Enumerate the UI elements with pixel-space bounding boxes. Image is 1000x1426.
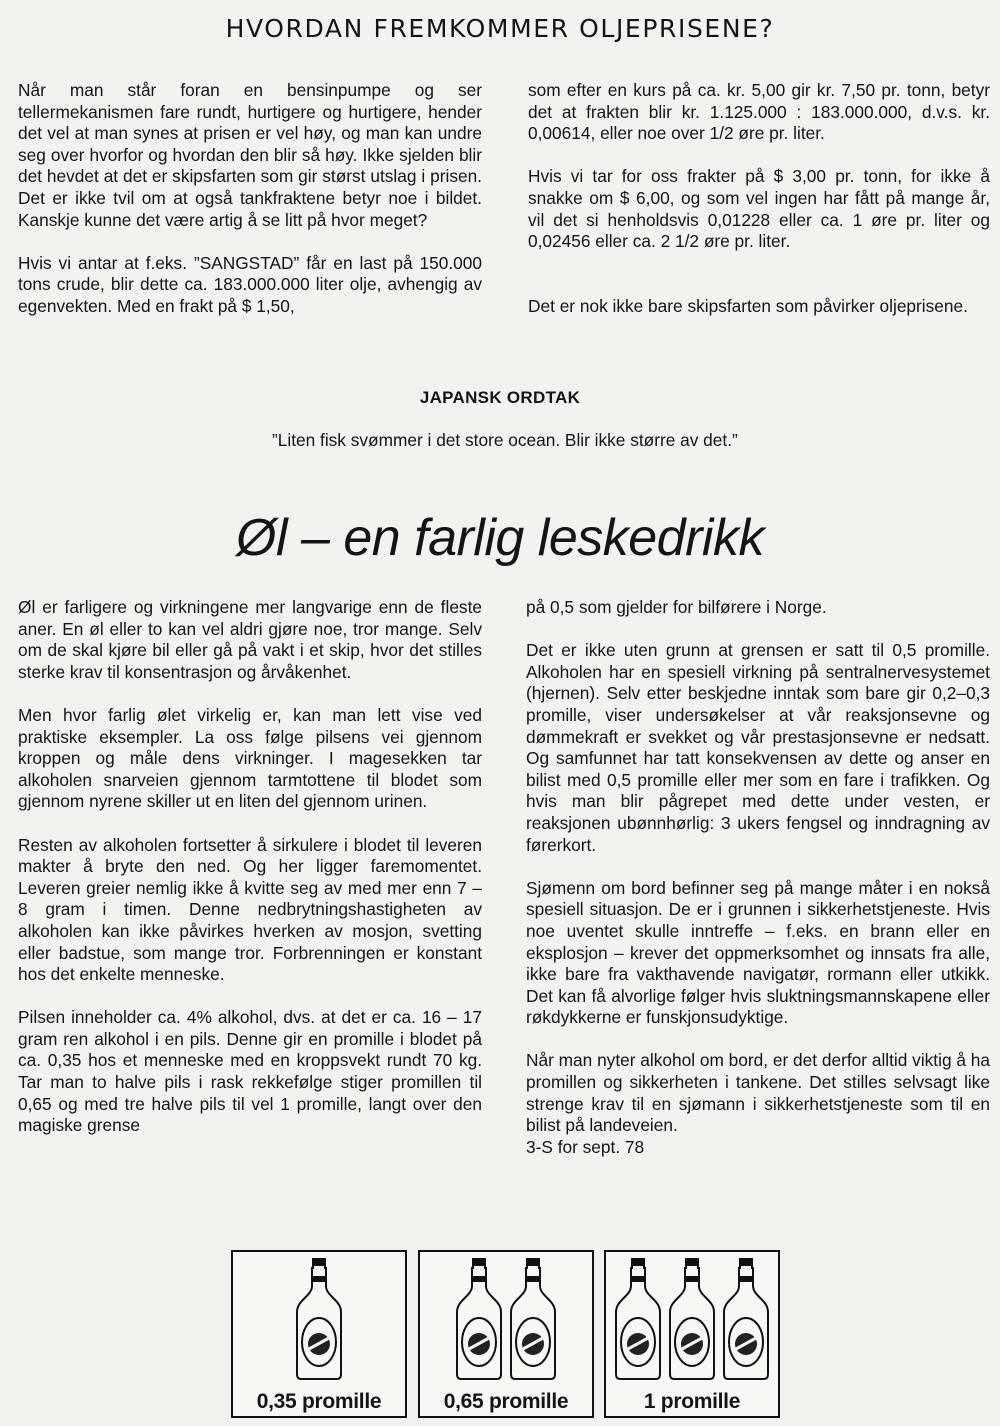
paragraph: Hvis vi tar for oss frakter på $ 3,00 pr. tonn, for ikke å snakke om $ 6,00, og som vel ingen har fått på mange år, vil det si henholdsvis 0,01228 eller ca. 1 øre pr. liter og 0,02456 eller ca. 2 1/2 øre pr. liter. <box>528 166 990 252</box>
paragraph: Hvis vi antar at f.eks. ”SANGSTAD” får en last på 150.000 tons crude, blir dette ca. 183.000.000 liter olje, avhengig av egenvekten. Med en frakt på $ 1,50, <box>18 252 482 316</box>
promille-label: 0,35 promille <box>256 1390 382 1413</box>
paragraph: Når man står foran en bensinpumpe og ser tellermekanismen fare rundt, hurtigere og hurtigere, hender det vel at man synes at prisen er vel høy, og man kan undre seg over hvorfor og hvordan den blir så høy. Ikke sjelden blir det hevdet at det er skipsfarten som gir størst utslag i prisen. Det er ikke tvil om at også tankfraktene betyr noe i bildet. Kanskje kunne det være artig å se litt på hvor meget? <box>18 80 482 230</box>
illustration-box <box>604 1250 780 1418</box>
paragraph: Når man nyter alkohol om bord, er det derfor alltid viktig å ha promillen og sikkerheten i tankene. Det stilles selvsagt like strenge krav til en sjømann i sikkerhetstjeneste som til en bilist på landeveien. <box>526 1050 990 1136</box>
beer-article-title: Øl – en farlig leskedrikk <box>236 509 764 567</box>
paragraph: Det er nok ikke bare skipsfarten som påvirker oljeprisene. <box>528 295 968 316</box>
paragraph: Resten av alkoholen fortsetter å sirkulere i blodet til leveren makter å bryte den ned. Og her ligger faremomentet. Leveren greier nemlig ikke å kvitte seg av med mer enn 7 – 8 gram i timen. Denne nedbrytningshastigheten av alkoholen kan ikke påvirkes hverken av mosjon, svetting eller badstue, som mange tror. Forbrenningen er konstant hos det enkelte menneske. <box>18 834 482 985</box>
paragraph: på 0,5 som gjelder for bilførere i Norge. <box>526 597 827 617</box>
beer-article-column-1 <box>18 597 482 1137</box>
proverb-text: ”Liten fisk svømmer i det store ocean. Blir ikke større av det.” <box>272 430 738 450</box>
paragraph: Øl er farligere og virkningene mer langvarige enn de fleste aner. En øl eller to kan vel aldri gjøre noe, tror mange. Selv om de skal kjøre bil eller gå på vakt i et skip, hvor det stilles sterke krav til konsentrasjon og årvåkenhet. <box>18 597 482 682</box>
paragraph: Pilsen inneholder ca. 4% alkohol, dvs. at det er ca. 16 – 17 gram ren alkohol i en pils. Denne gir en promille i blodet på ca. 0,35 hos et menneske med en kroppsvekt rundt 70 kg. Tar man to halve pils i rask rekkefølge stiger promillen til 0,65 og med tre halve pils til vel 1 promille, langt over den magiske grense <box>18 1007 482 1136</box>
illustration-box <box>418 1250 594 1418</box>
illustration-box <box>231 1250 407 1418</box>
paragraph: Men hvor farlig ølet virkelig er, kan man lett vise ved praktiske eksempler. La oss følge pilsens vei gjennom kroppen og måle dens virkninger. I magesekken tar alkoholen snarveien gjennom tarmtottene til blodet som gjennom nyrene skiller ut en liten del gjennom urinen. <box>18 704 482 812</box>
beer-bottle-icon <box>606 1252 778 1382</box>
beer-article-column-2 <box>526 597 990 1180</box>
beer-bottle-icon <box>233 1252 405 1382</box>
oil-article-column-2 <box>528 80 990 317</box>
beer-bottle-icon <box>724 1258 768 1379</box>
paragraph: Sjømenn om bord befinner seg på mange måter i en nokså spesiell situasjon. De er i grunnen i sikkerhetstjeneste. Hvis noe uventet skulle inntreffe – f.eks. en brann eller en eksplosjon – krever det oppmerksomhet og innsats fra alle, ikke bare fra vakthavende navigatør, rormann eller utkikk. Det kan få alvorlige følger hvis sluktningsmannskapene eller røkdykkerne er funskjonsudyktige. <box>526 877 990 1028</box>
article-source: 3-S for sept. 78 <box>526 1136 645 1157</box>
beer-bottle-icon <box>511 1258 555 1379</box>
beer-bottle-icon <box>420 1252 592 1382</box>
beer-bottle-icon <box>297 1258 341 1379</box>
paragraph: Det er ikke uten grunn at grensen er satt til 0,5 promille. Alkoholen har en spesiell virkning på sentralnervesystemet (hjernen). Selv etter beskjedne inntak som bare gir 0,2–0,3 promille, viser undersøkelser at vår reaksjonsevne og dømmekraft er svekket og vår prestasjonsevne er nedsatt. Og samfunnet har tatt konsekvensen av dette og anser en bilist med 0,5 promille eller mer som en fare i trafikken. Og hvis man blir pågrepet med dette under vesten, er reaksjonen ubønnhørlig: 3 ukers fengsel og inndragning av førerkort. <box>526 640 990 855</box>
beer-bottle-icon <box>670 1258 714 1379</box>
beer-bottle-icon <box>457 1258 501 1379</box>
paragraph: som efter en kurs på ca. kr. 5,00 gir kr. 7,50 pr. tonn, betyr det at frakten blir kr. 1.125.000 : 183.000.000, d.v.s. kr. 0,00614, eller noe over 1/2 øre pr. liter. <box>528 80 990 144</box>
oil-article-column-1 <box>18 80 482 318</box>
promille-label: 1 promille <box>643 1390 741 1413</box>
beer-bottle-icon <box>616 1258 660 1379</box>
promille-label: 0,65 promille <box>443 1390 569 1413</box>
proverb-heading: JAPANSK ORDTAK <box>419 388 581 407</box>
oil-article-title: HVORDAN FREMKOMMER OLJEPRISENE? <box>225 14 775 43</box>
